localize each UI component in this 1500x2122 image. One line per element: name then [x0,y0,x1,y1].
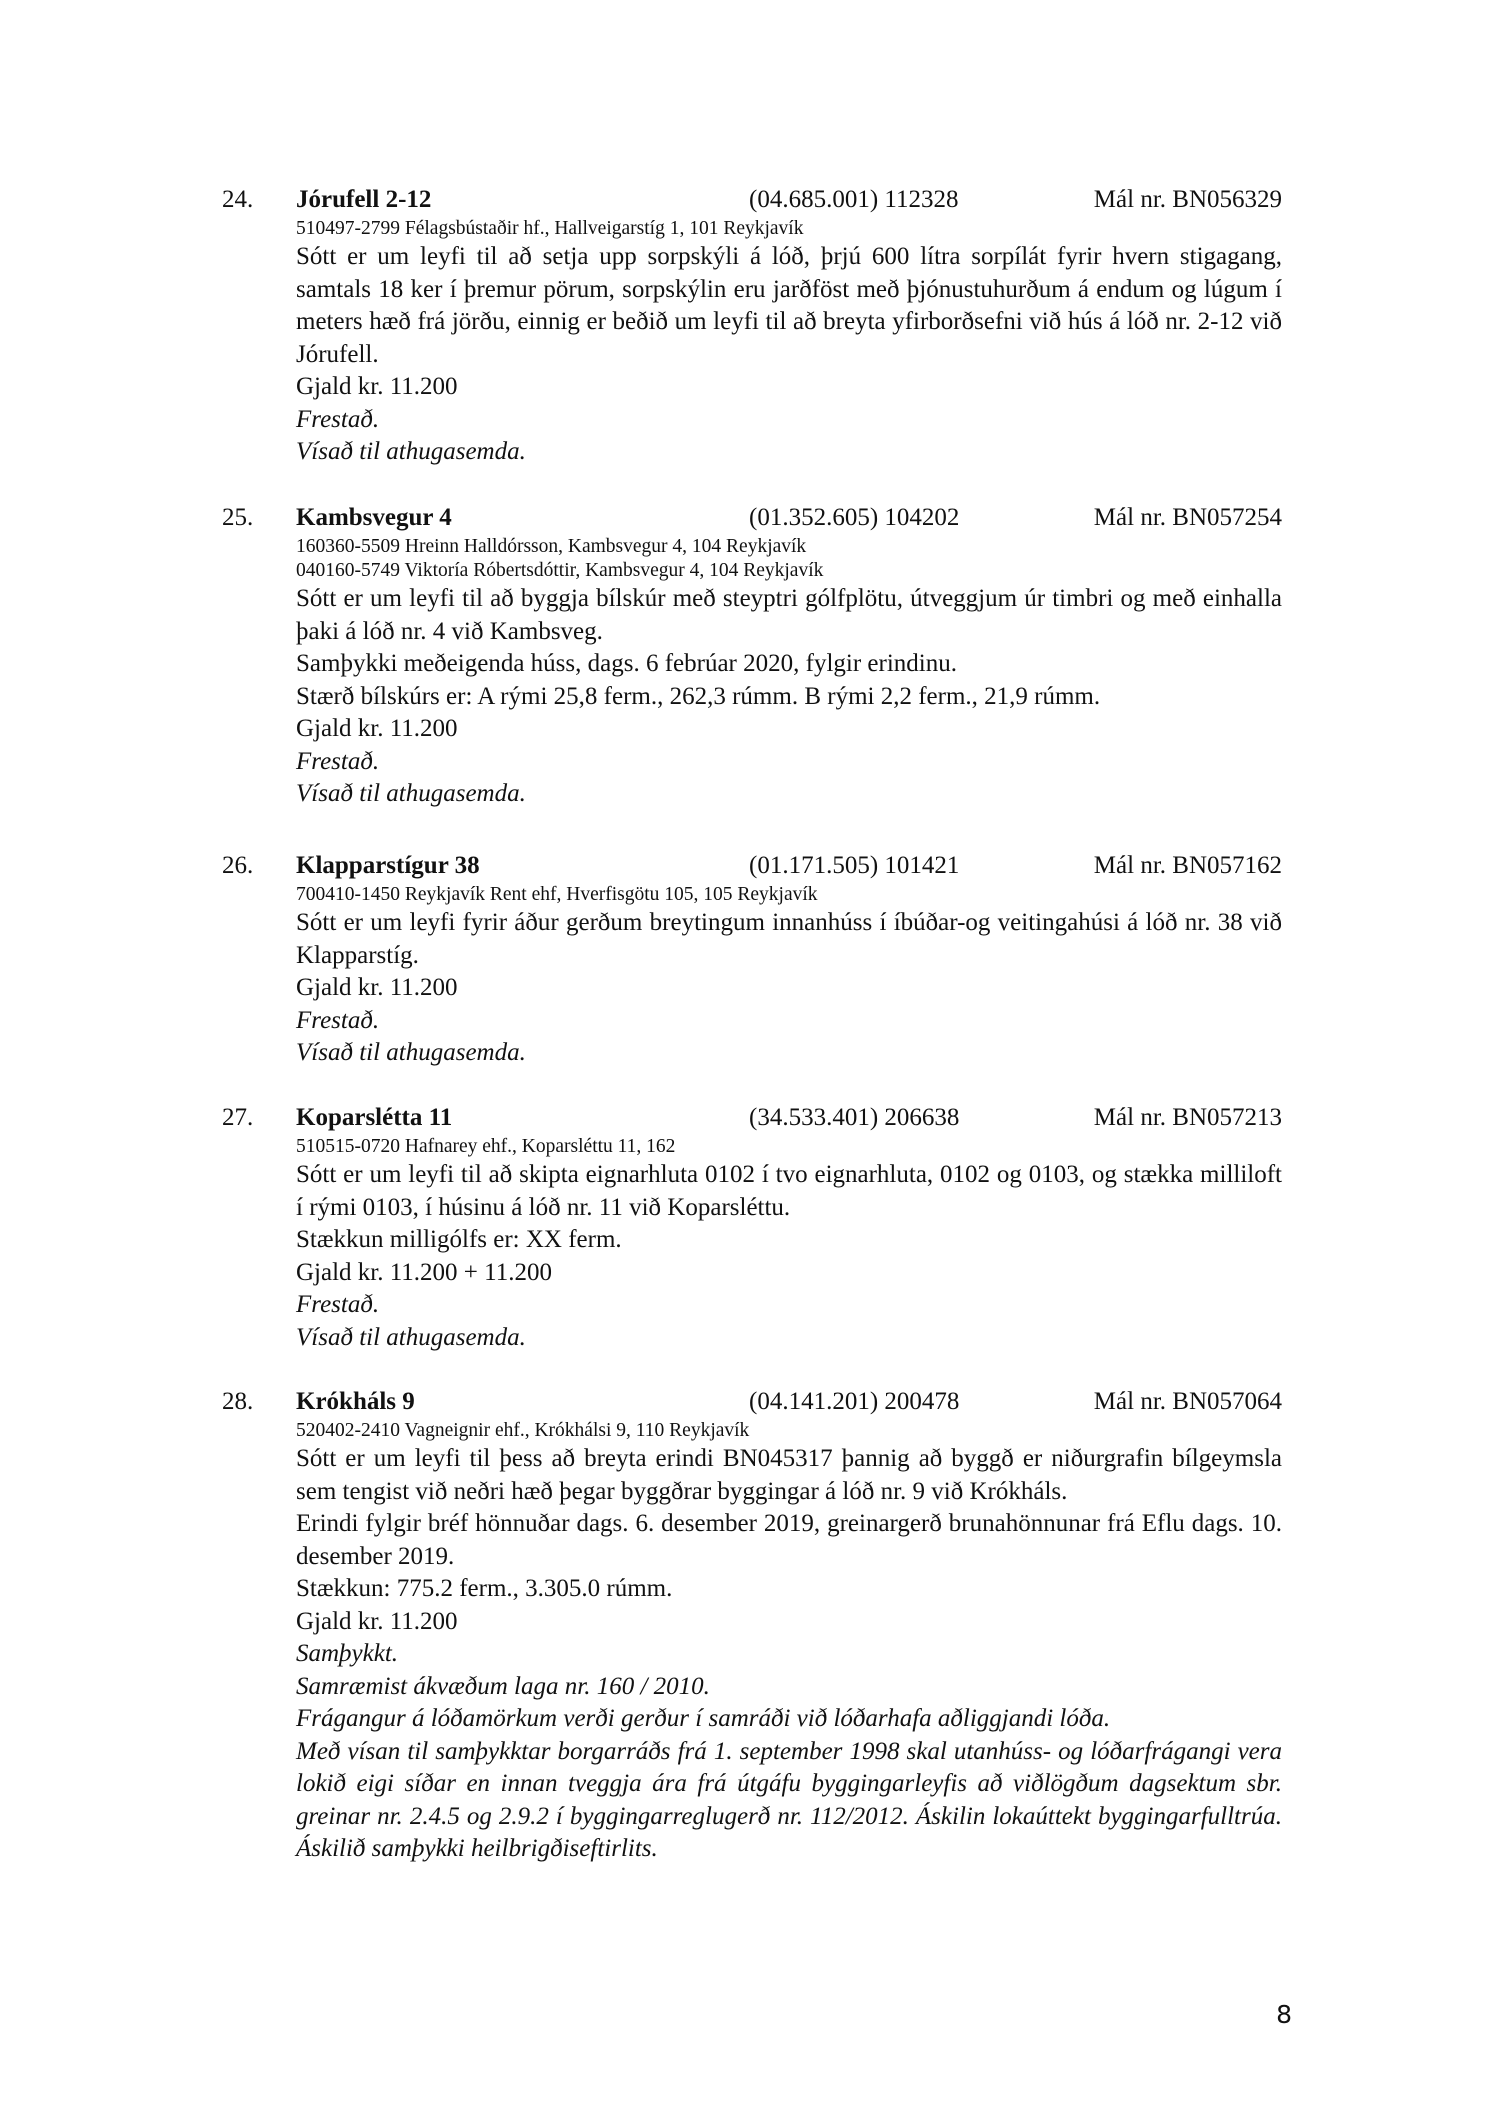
decision: Vísað til athugasemda. [296,780,526,807]
decision: Frestað. [296,1006,380,1034]
page-number: 8 [1276,2000,1292,2029]
entry-body [296,1419,1282,1866]
land-number: (04.141.201) 200478 [749,1388,960,1415]
entry-address: Jórufell 2-12 [296,186,432,213]
decision: Samræmist ákvæðum laga nr. 160 / 2010. [296,1672,710,1700]
entry-address: Klapparstígur 38 [296,852,480,879]
fee: Gjald kr. 11.200 [296,974,458,1001]
entry-header [222,183,1282,217]
size-note: Stækkun milligólfs er: XX ferm. [296,1226,622,1253]
decision: Samþykkt. [296,1640,399,1667]
applicant: 520402-2410 Vagneignir ehf., Krókhálsi 9, 110 Reykjavík [296,1420,750,1441]
decision: Vísað til athugasemda. [296,1039,526,1066]
decision: Frestað. [296,405,380,433]
land-number: (01.171.505) 101421 [749,852,960,879]
land-number: (34.533.401) 206638 [749,1104,960,1131]
entry-header [222,1101,1282,1135]
case-number: Mál nr. BN057254 [1093,504,1282,531]
attachment-note: Erindi fylgir bréf hönnuðar dags. 6. desember 2019, greinargerð brunahönnunar frá Eflu dags. 10. desember 2019. [296,1510,1282,1570]
case-number: Mál nr. BN057064 [1093,1388,1282,1415]
decision: Vísað til athugasemda. [296,1323,526,1351]
entry-header [222,501,1282,535]
case-number: Mál nr. BN056329 [1093,186,1282,213]
case-number: Mál nr. BN057162 [1093,852,1282,879]
decision: Vísað til athugasemda. [296,438,526,465]
entry-body [296,1135,1282,1354]
applicant: 510515-0720 Hafnarey ehf., Koparsléttu 11, 162 [296,1136,676,1157]
decision: Frestað. [296,1291,380,1318]
fee: Gjald kr. 11.200 + 11.200 [296,1258,552,1286]
fee: Gjald kr. 11.200 [296,373,458,400]
case-entry [222,1101,1282,1354]
applicant: 160360-5509 Hreinn Halldórsson, Kambsvegur 4, 104 Reykjavík [296,536,807,557]
case-number: Mál nr. BN057213 [1093,1104,1282,1131]
entry-address: Koparslétta 11 [296,1104,453,1131]
entry-number: 24. [222,186,254,213]
land-number: (04.685.001) 112328 [749,186,959,213]
entry-body [296,217,1282,469]
fee: Gjald kr. 11.200 [296,1607,458,1635]
description: Sótt er um leyfi til að byggja bílskúr með steyptri gólfplötu, útveggjum úr timbri og með einhalla þaki á lóð nr. 4 við Kambsveg. [296,585,1282,645]
case-entry [222,501,1282,811]
decision: Frágangur á lóðamörkum verði gerður í samráði við lóðarhafa aðliggjandi lóða. [296,1705,1111,1732]
applicant: 040160-5749 Viktoría Róbertsdóttir, Kambsvegur 4, 104 Reykjavík [296,560,824,581]
case-entry [222,849,1282,1070]
entry-number: 27. [222,1104,254,1131]
entry-number: 26. [222,852,254,879]
entry-address: Kambsvegur 4 [296,504,452,531]
entry-body [296,883,1282,1070]
entry-header [222,1385,1282,1419]
applicant: 510497-2799 Félagsbústaðir hf., Hallveigarstíg 1, 101 Reykjavík [296,218,804,239]
description: Sótt er um leyfi til að skipta eignarhluta 0102 í tvo eignarhluta, 0102 og 0103, og stækka milliloft í rými 0103, í húsinu á lóð nr. 11 við Koparsléttu. [296,1161,1282,1221]
description: Sótt er um leyfi til að setja upp sorpskýli á lóð, þrjú 600 lítra sorpílát fyrir hvern stigagang, samtals 18 ker í þremur pörum, sorpskýlin eru jarðföst með þjónustuhurðum á endum og lúgum í meters hæð frá jörðu, einnig er beðið um leyfi til að breyta yfirborðsefni við hús á lóð nr. 2-12 við Jórufell. [296,243,1282,368]
entry-header [222,849,1282,883]
description: Sótt er um leyfi til þess að breyta erindi BN045317 þannig að byggð er niðurgrafin bílgeymsla sem tengist við neðri hæð þegar byggðrar byggingar á lóð nr. 9 við Krókháls. [296,1445,1282,1505]
decision: Frestað. [296,747,380,775]
entry-number: 25. [222,504,254,531]
entry-address: Krókháls 9 [296,1388,415,1415]
entry-number: 28. [222,1388,254,1415]
fee: Gjald kr. 11.200 [296,715,458,742]
size-note: Stækkun: 775.2 ferm., 3.305.0 rúmm. [296,1575,673,1602]
case-entry [222,1385,1282,1866]
land-number: (01.352.605) 104202 [749,504,960,531]
entry-body [296,535,1282,811]
consent-note: Samþykki meðeigenda húss, dags. 6 febrúar 2020, fylgir erindinu. [296,650,957,677]
applicant: 700410-1450 Reykjavík Rent ehf, Hverfisgötu 105, 105 Reykjavík [296,884,818,905]
case-entry [222,183,1282,469]
description: Sótt er um leyfi fyrir áður gerðum breytingum innanhúss í íbúðar-og veitingahúsi á lóð nr. 38 við Klapparstíg. [296,909,1282,969]
size-note: Stærð bílskúrs er: A rými 25,8 ferm., 262,3 rúmm. B rými 2,2 ferm., 21,9 rúmm. [296,682,1101,710]
decision: Með vísan til samþykktar borgarráðs frá 1. september 1998 skal utanhúss- og lóðarfrágangi vera lokið eigi síðar en innan tveggja ára frá útgáfu byggingarleyfis að viðlögðum dagsektum sbr. greinar nr. 2.4.5 og 2.9.2 í byggingarreglugerð nr. 112/2012. Áskilin lokaúttekt byggingarfulltrúa. Áskilið samþykki heilbrigðiseftirlits. [296,1737,1282,1862]
